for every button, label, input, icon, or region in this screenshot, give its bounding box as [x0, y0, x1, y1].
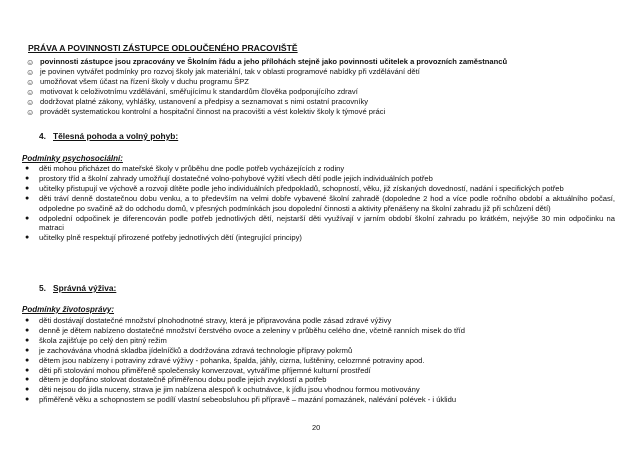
list-item-text: děti nejsou do jídla nuceny, strava je jim nabízena alespoň k ochutnávce, k jídlu jsou vhodnou formou motivovány — [39, 385, 420, 395]
bullet-icon: ● — [25, 366, 30, 374]
list-item — [25, 336, 615, 346]
list-item-text: děti tráví denně dostatečnou dobu venku, a to především na velmi dobře vybavené školní zahradě (dopoledne 2 hod a více podle ročního období a aktuálního počasí, odpoledne po svačině až do odchodu domů, v přesných podmínkách jsou dopolední činnosti a aktivity přenášeny na školní zahradu již při schůzení dětí) — [39, 193, 615, 213]
list-item — [25, 174, 615, 184]
smiley-icon: ☺ — [26, 87, 35, 97]
list-item — [25, 366, 615, 376]
duty-text: umožňovat všem účast na řízení školy v duchu programu ŠPZ — [40, 77, 249, 86]
bullet-icon: ● — [25, 194, 30, 202]
section-5-subtitle: Podmínky životosprávy: — [22, 305, 115, 314]
list-item-text: děti dostávají dostatečné množství plnohodnotné stravy, která je připravována podle zásad zdravé výživy — [39, 316, 392, 325]
section-5-title — [39, 283, 116, 293]
list-item — [25, 164, 615, 174]
list-item-text: děti při stolování mohou přiměřeně společensky konverzovat, vytváříme příjemné kulturní prostředí — [39, 365, 371, 375]
bullet-icon: ● — [25, 317, 30, 324]
section-title-text: Tělesná pohoda a volný pohyb: — [53, 131, 179, 141]
bullet-icon: ● — [25, 184, 30, 192]
smiley-icon: ☺ — [26, 107, 35, 117]
bullet-icon: ● — [25, 336, 30, 344]
list-item — [25, 194, 615, 214]
duty-text: provádět systematickou kontrolní a hospitační činnost na pracovišti a vést kolektiv školy k týmové práci — [40, 107, 386, 116]
list-item — [25, 395, 615, 405]
bullet-icon: ● — [25, 386, 30, 394]
page-number: 20 — [312, 423, 321, 432]
duty-item — [26, 77, 622, 87]
duty-text: dodržovat platné zákony, vyhlášky, ustanovení a předpisy a seznamovat s nimi ostatní pracovníky — [40, 97, 369, 106]
bullet-icon: ● — [25, 346, 30, 354]
smiley-icon: ☺ — [26, 57, 35, 67]
bullet-icon: ● — [25, 376, 30, 384]
list-item-text: je zachovávána vhodná skladba jídelníčků a dodržována zdravá technologie přípravy pokrmů — [39, 345, 353, 355]
duty-item — [26, 97, 622, 107]
list-item-text: přiměřeně věku a schopnostem se podílí vlastní sebeobsluhou při přípravě – mazání pomazánek, nalévání polévek - i úklidu — [39, 395, 457, 405]
bullet-icon: ● — [25, 356, 30, 364]
section-title-text: Správná výživa: — [53, 283, 117, 293]
bullet-icon: ● — [25, 396, 30, 404]
list-item-text: učitelky přistupují ve výchově a rozvoji dítěte podle jeho individuálních předpokladů, schopností, věku, již získaných dovedností, nadání i specifických potřeb — [39, 183, 564, 193]
list-item — [25, 214, 615, 234]
duty-text: povinnosti zástupce jsou zpracovány ve Školním řádu a jeho přílohách stejně jako povinnosti učitelek a provozních zaměstnanců — [40, 57, 508, 66]
list-item — [25, 233, 615, 243]
bullet-icon: ● — [25, 326, 30, 334]
page-heading: PRÁVA A POVINNOSTI ZÁSTUPCE ODLOUČENÉHO PRACOVIŠTĚ — [28, 43, 298, 53]
list-item — [25, 356, 615, 366]
list-item-text: odpolední odpočinek je diferencován podle potřeb jednotlivých dětí, nejstarší děti využívají v jarním období školní zahradu po krátkém, nejvýše 30 min odpočinku na matraci — [39, 213, 615, 233]
smiley-icon: ☺ — [26, 97, 35, 107]
list-item-text: prostory tříd a školní zahrady umožňují dostatečné volno-pohybové vyžití všech dětí podle jejich individuálních potřeb — [39, 173, 433, 183]
bullet-icon: ● — [25, 165, 30, 172]
duty-item — [26, 57, 622, 67]
duty-text: motivovat k celoživotnímu vzdělávání, směřujícímu k standardům člověka podporujícího zdraví — [40, 87, 358, 96]
nutrition-conditions-list — [25, 316, 615, 405]
list-item — [25, 346, 615, 356]
list-item-text: učitelky plně respektují přirozené potřeby jednotlivých dětí (integrující principy) — [39, 233, 302, 243]
list-item-text: dětem jsou nabízeny i potraviny zdravé výživy - pohanka, špalda, jáhly, cizrna, luštěniny, celozrnné potraviny apod. — [39, 355, 425, 365]
psychosocial-conditions-list — [25, 164, 615, 243]
bullet-icon: ● — [25, 234, 30, 242]
section-4-subtitle: Podmínky psychosociální: — [22, 154, 123, 163]
list-item — [25, 316, 615, 326]
list-item-text: dětem je dopřáno stolovat dostatečně přiměřenou dobu podle jejich zvyklostí a potřeb — [39, 375, 327, 385]
bullet-icon: ● — [25, 174, 30, 182]
list-item-text: denně je dětem nabízeno dostatečné množství čerstvého ovoce a zeleniny v průběhu celého dne, včetně ranních misek do tříd — [39, 325, 465, 335]
duties-list — [26, 57, 622, 117]
list-item-text: děti mohou přicházet do mateřské školy v průběhu dne podle potřeb vycházejících z rodiny — [39, 164, 345, 173]
section-number: 5. — [39, 283, 46, 293]
duty-text: je povinen vytvářet podmínky pro rozvoj školy jak materiální, tak v oblasti programové nabídky při vzdělávání dětí — [40, 67, 420, 76]
bullet-icon: ● — [25, 214, 30, 222]
list-item — [25, 385, 615, 395]
duty-item — [26, 87, 622, 97]
list-item — [25, 326, 615, 336]
duty-item — [26, 107, 622, 117]
list-item — [25, 375, 615, 385]
smiley-icon: ☺ — [26, 77, 35, 87]
list-item-text: škola zajišťuje po celý den pitný režim — [39, 335, 167, 345]
section-number: 4. — [39, 131, 46, 141]
duty-item — [26, 67, 622, 77]
smiley-icon: ☺ — [26, 67, 35, 77]
list-item — [25, 184, 615, 194]
section-4-title — [39, 131, 178, 141]
